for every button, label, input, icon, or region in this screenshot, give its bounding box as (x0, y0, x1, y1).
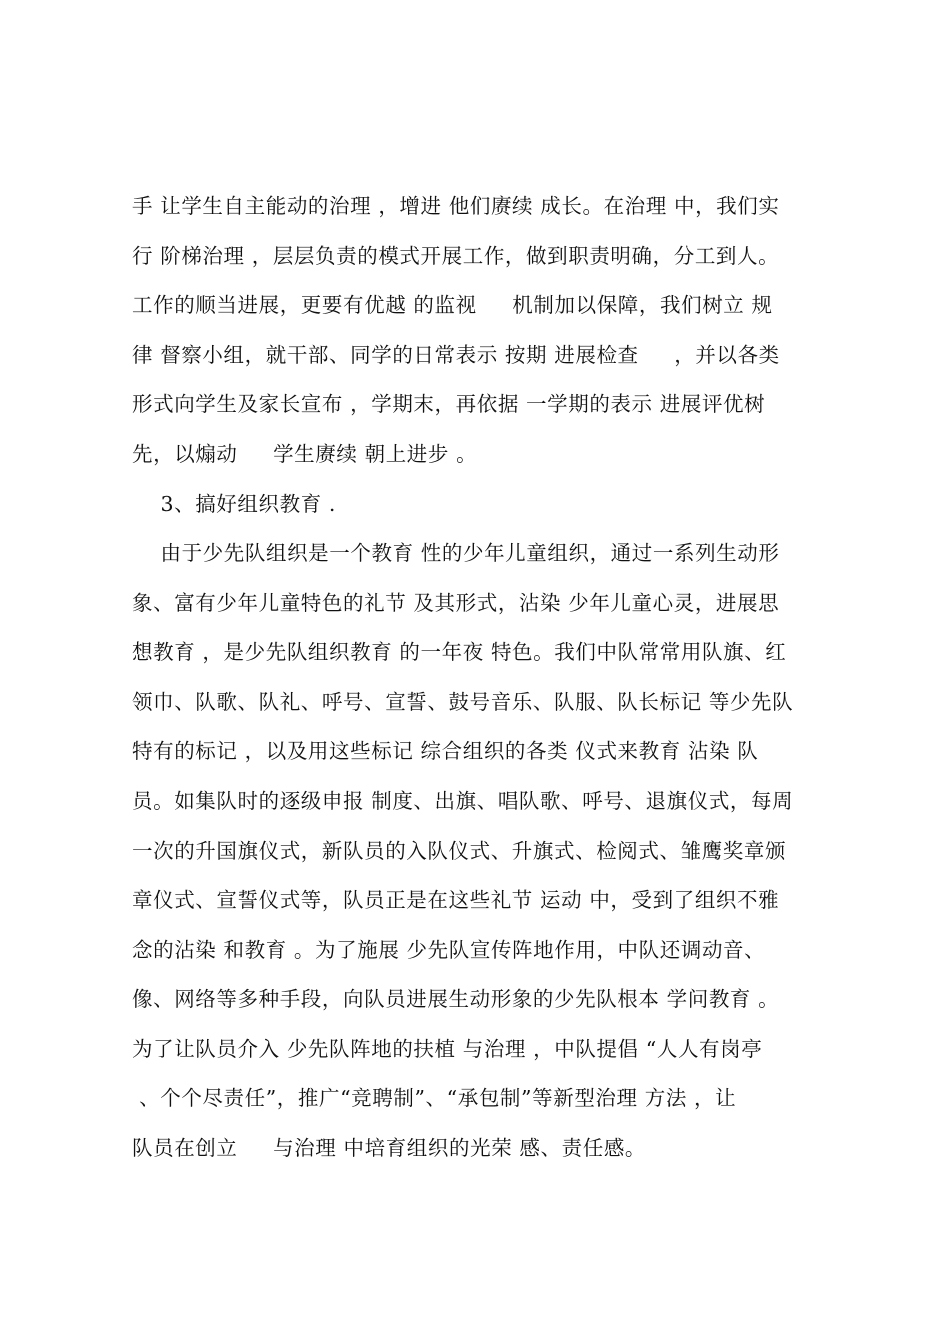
text-line: 像、网络等多种手段，向队员进展生动形象的少先队根本 学问教育 。 (132, 987, 780, 1011)
text-line: 工作的顺当进展，更要有优越 的监视 机制加以保障，我们树立 规 (132, 293, 773, 317)
text-line: 章仪式、宣誓仪式等，队员正是在这些礼节 运动 中，受到了组织不雅 (132, 888, 780, 912)
text-line: 队员在创立 与治理 中培育组织的光荣 感、责任感。 (132, 1136, 647, 1160)
text-line: 律 督察小组，就干部、同学的日常表示 按期 进展检查 ，并以各类 (132, 343, 780, 367)
text-line: 念的沾染 和教育 。为了施展 少先队宣传阵地作用，中队还调动音、 (132, 938, 766, 962)
text-line: 一次的升国旗仪式，新队员的入队仪式、升旗式、检阅式、雏鹰奖章颁 (132, 839, 787, 863)
text-line: 领巾、队歌、队礼、呼号、宣誓、鼓号音乐、队服、队长标记 等少先队 (132, 690, 794, 714)
text-line: 手 让学生自主能动的治理 ，增进 他们赓续 成长。在治理 中，我们实 (132, 194, 780, 218)
text-line: 形式向学生及家长宣布 ，学期末，再依据 一学期的表示 进展评优树 (132, 392, 766, 416)
text-line: 行 阶梯治理 ，层层负责的模式开展工作，做到职责明确，分工到人。 (132, 244, 780, 268)
text-line: 为了让队员介入 少先队阵地的扶植 与治理 ，中队提倡 “人人有岗亭 (132, 1037, 763, 1061)
text-line: 由于少先队组织是一个教育 性的少年儿童组织，通过一系列生动形 (132, 541, 780, 565)
text-line: 先，以煽动 学生赓续 朝上进步 。 (132, 442, 478, 466)
text-line: 象、富有少年儿童特色的礼节 及其形式，沾染 少年儿童心灵，进展思 (132, 591, 780, 615)
text-line: 想教育 ，是少先队组织教育 的一年夜 特色。我们中队常常用队旗、红 (132, 640, 787, 664)
text-line: 、个个尽责任”，推广“竞聘制”、“承包制”等新型治理 方法 ，让 (132, 1086, 737, 1110)
text-line: 员。如集队时的逐级申报 制度、出旗、唱队歌、呼号、退旗仪式，每周 (132, 789, 794, 813)
section-heading: 3、搞好组织教育 . (132, 492, 337, 516)
text-line: 特有的标记 ，以及用这些标记 综合组织的各类 仪式来教育 沾染 队 (132, 739, 759, 763)
